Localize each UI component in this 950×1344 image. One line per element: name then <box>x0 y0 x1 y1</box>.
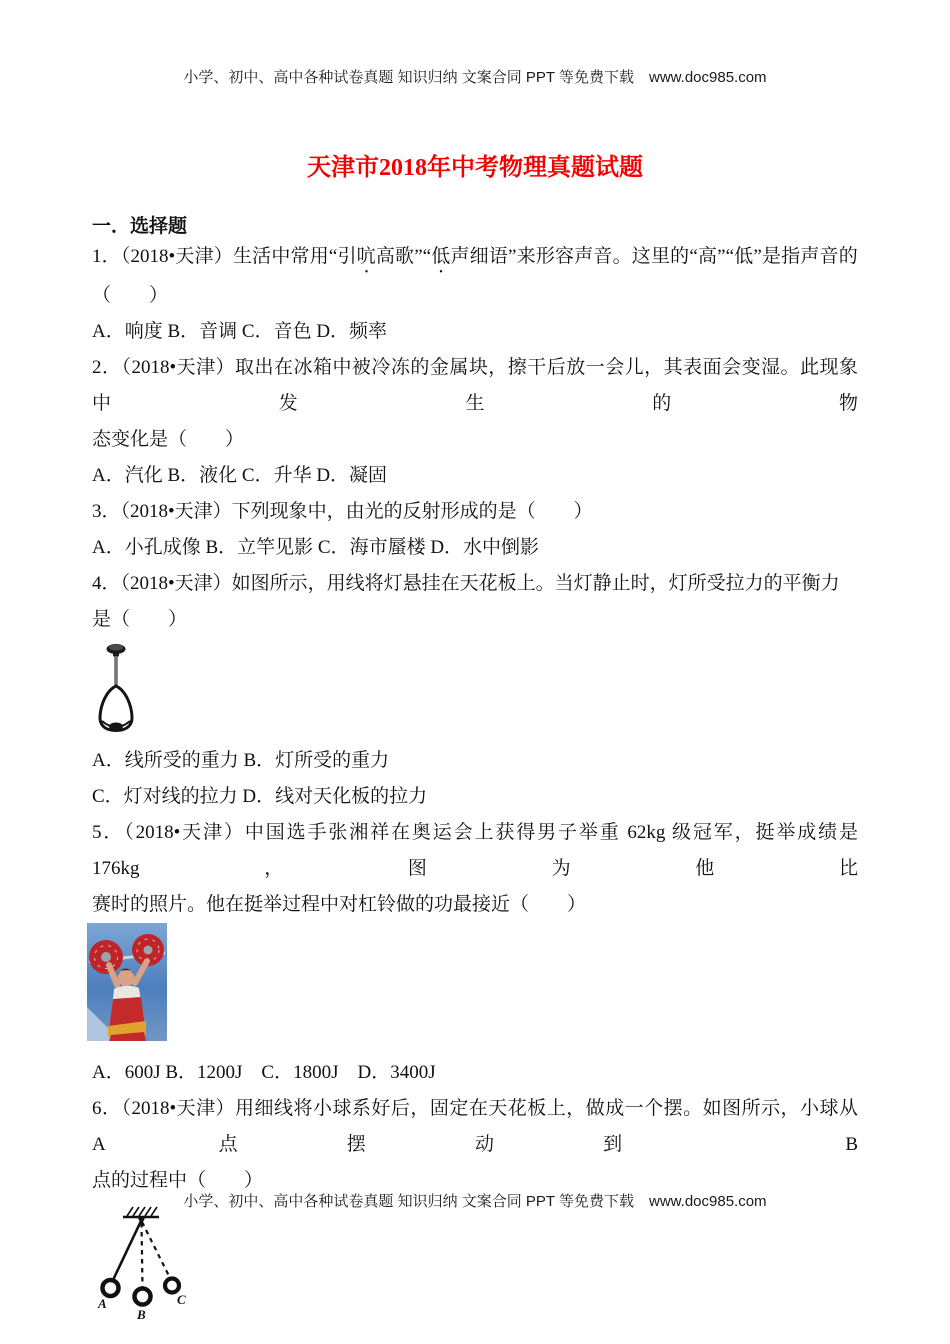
header-site-note: 小学、初中、高中各种试卷真题 知识归纳 文案合同 PPT 等免费下载 www.doc985.com <box>183 69 767 86</box>
questions <box>92 239 863 1323</box>
emphasized-char: 低 <box>431 246 451 267</box>
section-heading: 一．选择题 <box>92 216 188 237</box>
page-title: 天津市2018年中考物理真题试题 <box>307 155 643 181</box>
lamp-figure <box>90 642 142 737</box>
weightlifter-figure <box>87 923 167 1041</box>
question-line: A．响度 B．音调 C．音色 D．频率 <box>92 321 388 342</box>
ceiling-mount <box>107 644 126 657</box>
question-1 <box>92 239 858 350</box>
question-line: 6．（2018•天津）用细线将小球系好后，固定在天花板上，做成一个摆。如图所示，小球从 A 点摆动到 B <box>92 1098 863 1155</box>
question-line: 1．（2018•天津）生活中常用“引吭高歌”“低声细语”来形容声音。这里的“高”“低”是指声音的 <box>92 246 858 267</box>
athlete <box>108 961 147 1041</box>
question-line: 点的过程中（ ） <box>92 1170 264 1191</box>
pendulum-label-c: C <box>177 1292 186 1307</box>
question-line: A．汽化 B．液化 C．升华 D．凝固 <box>92 465 388 486</box>
question-5 <box>92 815 863 1091</box>
question-2 <box>92 350 858 494</box>
pendulum-figure <box>86 1201 186 1323</box>
question-4 <box>92 566 858 815</box>
question-line: 2．（2018•天津）取出在冰箱中被冷冻的金属块，擦干后放一会儿，其表面会变湿。此现象中发生的物 <box>92 357 858 414</box>
question-line: （ ） <box>92 285 169 306</box>
emphasized-char: 吭 <box>356 246 376 267</box>
pendulum-strings <box>114 1221 171 1287</box>
question-line: 3．（2018•天津）下列现象中，由光的反射形成的是（ ） <box>92 501 593 522</box>
pendulum-label-b: B <box>137 1307 146 1322</box>
question-3 <box>92 494 858 566</box>
question-line: C．灯对线的拉力 D．线对天化板的拉力 <box>92 786 428 807</box>
question-line: A．小孔成像 B．立竿见影 C．海市蜃楼 D．水中倒影 <box>92 537 540 558</box>
pendulum-label-a: A <box>98 1296 107 1311</box>
question-line: 赛时的照片。他在挺举过程中对杠铃做的功最接近（ ） <box>92 894 587 915</box>
question-line: A．600J B．1200J C．1800J D．3400J <box>92 1062 436 1083</box>
question-line: 态变化是（ ） <box>92 429 245 450</box>
pendulum-balls <box>103 1279 180 1305</box>
question-line: A．线所受的重力 B．灯所受的重力 <box>92 750 390 771</box>
question-line: 5．（2018•天津）中国选手张湘祥在奥运会上获得男子举重 62kg 级冠军，挺举成绩是 176kg，图为他比 <box>92 822 863 879</box>
footer-site-note: 小学、初中、高中各种试卷真题 知识归纳 文案合同 PPT 等免费下载 www.doc985.com <box>183 1193 767 1210</box>
question-line: 4．（2018•天津）如图所示，用线将灯悬挂在天花板上。当灯静止时，灯所受拉力的平衡力是（ ） <box>92 573 840 630</box>
lamp-shade <box>100 686 132 731</box>
